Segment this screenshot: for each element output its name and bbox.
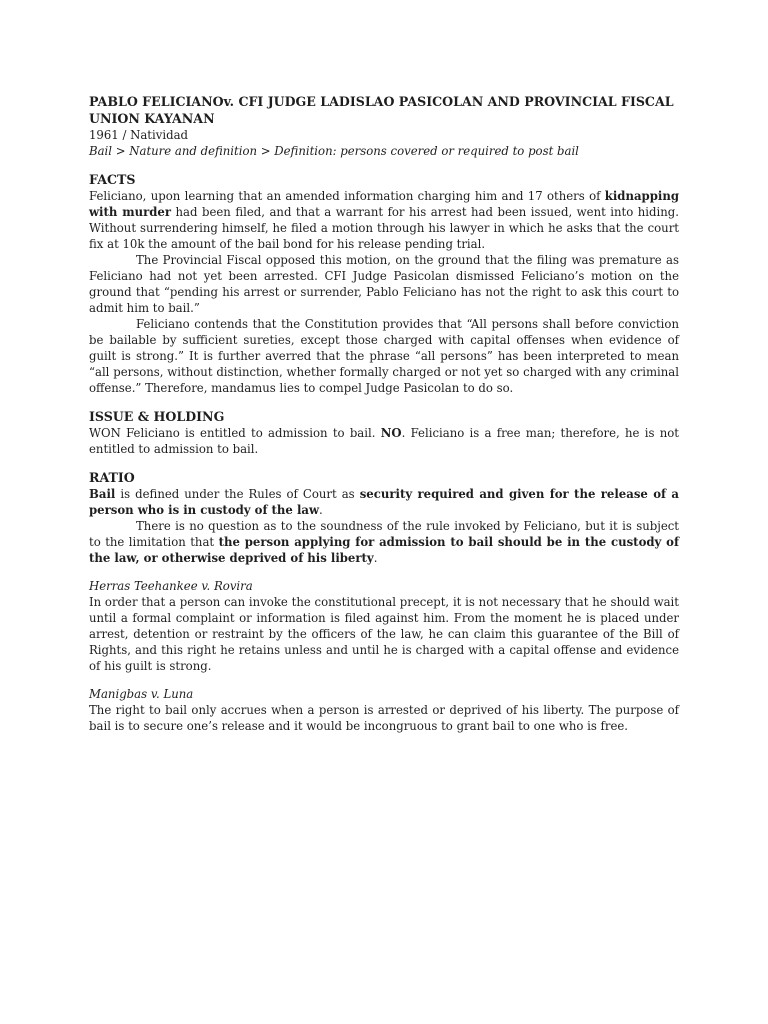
ratio-limitation: the person applying for admission to bail should be in the custody of the law, or otherwise deprived of his liberty (89, 535, 679, 565)
ratio-p1-text-b: is defined under the Rules of Court as (115, 487, 360, 501)
case-text-manigbas: The right to bail only accrues when a person is arrested or deprived of his liberty. The purpose of bail is to secure one’s release and it would be incongruous to grant bail to one who is free. (89, 703, 679, 733)
facts-paragraph-3: Feliciano contends that the Constitution provides that “All persons shall before conviction be bailable by sufficient sureties, except those charged with capital offenses when evidence of guilt is strong.” It is further averred that the phrase “all persons” has been interpreted to mean “all persons, without distinction, whether formally charged or not yet so charged with any criminal offense.” Therefore, mandamus lies to compel Judge Pasicolan to do so. (89, 317, 679, 395)
ratio-paragraph-2 (89, 518, 679, 566)
case-name-herras: Herras Teehankee v. Rovira (89, 579, 253, 593)
facts-paragraph-1 (89, 188, 679, 252)
ratio-p2-text-a: There is no question as to the soundness of the rule invoked by Feliciano, but it is subject to the limitation that (89, 519, 679, 549)
ratio-p2-text-c: . (373, 551, 378, 565)
ratio-heading: RATIO (89, 470, 135, 485)
issue-holding-answer: NO (380, 426, 402, 440)
facts-paragraph-2: The Provincial Fiscal opposed this motion, on the ground that the filing was premature as Feliciano had not yet been arrested. CFI Judge Pasicolan dismissed Feliciano’s motion on the ground that “pending his arrest or surrender, Pablo Feliciano has not the right to ask this court to admit him to bail.” (89, 253, 679, 315)
issue-paragraph (89, 425, 679, 457)
case-digest (89, 93, 679, 734)
facts-p1-bold: kidnapping with murder (89, 189, 679, 219)
facts-p1-text-a: Feliciano, upon learning that an amended information charging him and 17 others of (89, 189, 605, 203)
ratio-bail-term: Bail (89, 487, 116, 501)
ratio-paragraph-1 (89, 486, 679, 518)
issue-text-c: . Feliciano is a free man; therefore, he is not entitled to admission to bail. (89, 426, 679, 456)
case-name-manigbas: Manigbas v. Luna (89, 687, 194, 701)
case-title: PABLO FELICIANOv. CFI JUDGE LADISLAO PASICOLAN AND PROVINCIAL FISCAL UNION KAYANAN (89, 94, 674, 126)
facts-heading: FACTS (89, 172, 136, 187)
topic-line: Bail > Nature and definition > Definition: persons covered or required to post bail (89, 144, 579, 158)
ratio-bail-definition: security required and given for the release of a person who is in custody of the law (89, 487, 679, 517)
issue-heading: ISSUE & HOLDING (89, 409, 225, 424)
facts-p1-text-c: had been filed, and that a warrant for his arrest had been issued, went into hiding. Without surrendering himself, he filed a motion through his lawyer in which he asks that the court fix at 10k the amount of the bail bond for his release pending trial. (89, 205, 679, 251)
ratio-p1-text-d: . (319, 503, 323, 517)
case-text-herras: In order that a person can invoke the constitutional precept, it is not necessary that he should wait until a formal complaint or information is filed against him. From the moment he is placed under arrest, detention or restraint by the officers of the law, he can claim this guarantee of the Bill of Rights, and this right he retains unless and until he is charged with a capital offense and evidence of his guilt is strong. (89, 595, 679, 673)
year-ponente: 1961 / Natividad (89, 128, 189, 142)
issue-text-a: WON Feliciano is entitled to admission to bail. (89, 426, 381, 440)
